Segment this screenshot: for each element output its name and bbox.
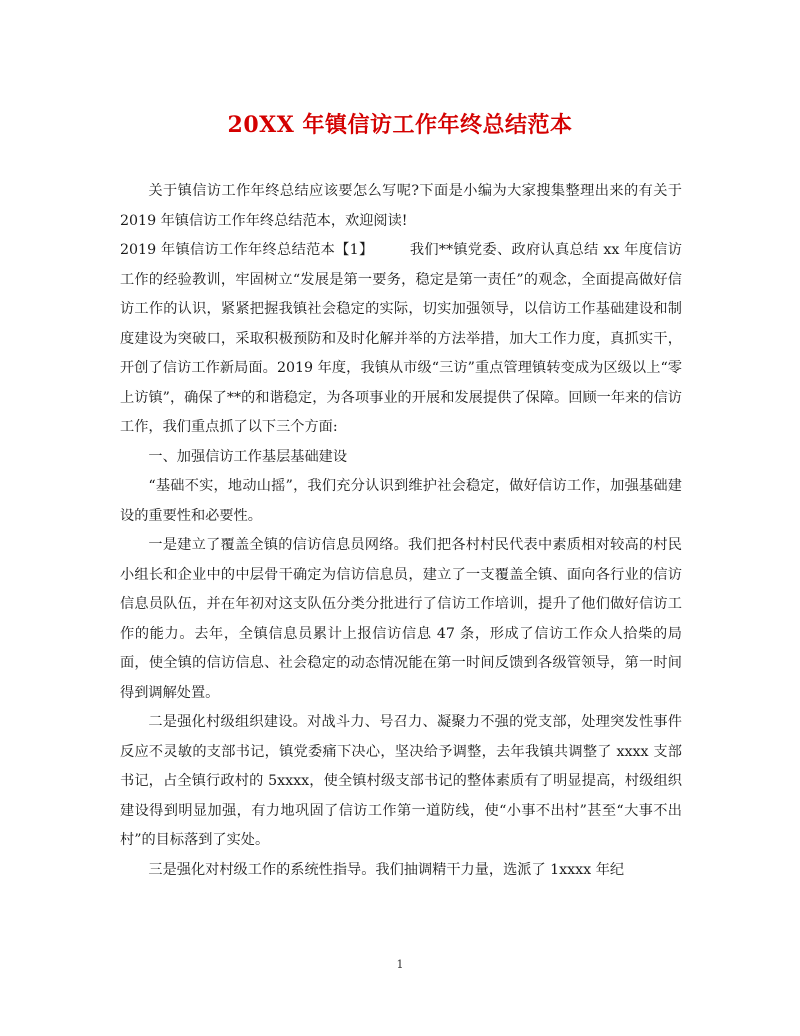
third-point-paragraph: 三是强化对村级工作的系统性指导。我们抽调精干力量，选派了 1xxxx 年纪	[148, 861, 625, 878]
intro-paragraph: 关于镇信访工作年终总结应该要怎么写呢?下面是小编为大家搜集整理出来的有关于 2019 年镇信访工作年终总结范本，欢迎阅读!	[120, 183, 682, 229]
sample-first-paragraph: 我们**镇党委、政府认真总结 xx 年度信访工作的经验教训，牢固树立“发展是第一要务，稳定是第一责任”的观念，全面提高做好信访工作的认识，紧紧把握我镇社会稳定的实际，切实加强领导，以信访工作基础建设和制度建设为突破口，采取积极预防和及时化解并举的方法举措，加大工作力度，真抓实干，开创了信访工作新局面。2019 年度，我镇从市级“三访”重点管理镇转变成为区级以上“零上访镇”，确保了**的和谐稳定，为各项事业的开展和发展提供了保障。回顾一年来的信访工作，我们重点抓了以下三个方面:	[120, 242, 682, 435]
document-title: 20XX 年镇信访工作年终总结范本	[227, 112, 573, 138]
page-number: 1	[396, 958, 404, 971]
second-point-paragraph: 二是强化村级组织建设。对战斗力、号召力、凝聚力不强的党支部，处理突发性事件反应不灵敏的支部书记，镇党委痛下决心，坚决给予调整，去年我镇共调整了 xxxx 支部书记，占全镇行政村的 5xxxx，使全镇村级支部书记的整体素质有了明显提高，村级组织建设得到明显加强，有力地巩固了信访工作第一道防线，使“小事不出村”甚至“大事不出村”的目标落到了实处。	[120, 714, 682, 848]
sample-section	[120, 236, 682, 443]
foundation-paragraph: “基础不实，地动山摇”，我们充分认识到维护社会稳定，做好信访工作，加强基础建设的重要性和必要性。	[120, 478, 682, 524]
sample-heading: 2019 年镇信访工作年终总结范本【1】	[120, 242, 374, 258]
section-one-heading: 一、加强信访工作基层基础建设	[148, 448, 348, 465]
first-point-paragraph: 一是建立了覆盖全镇的信访信息员网络。我们把各村村民代表中素质相对较高的村民小组长和企业中的中层骨干确定为信访信息员，建立了一支覆盖全镇、面向各行业的信访信息员队伍，并在年初对这支队伍分类分批进行了信访工作培训，提升了他们做好信访工作的能力。去年，全镇信息员累计上报信访信息 47 条，形成了信访工作众人拾柴的局面，使全镇的信访信息、社会稳定的动态情况能在第一时间反馈到各级管领导，第一时间得到调解处置。	[120, 537, 682, 701]
document-body	[120, 177, 682, 885]
